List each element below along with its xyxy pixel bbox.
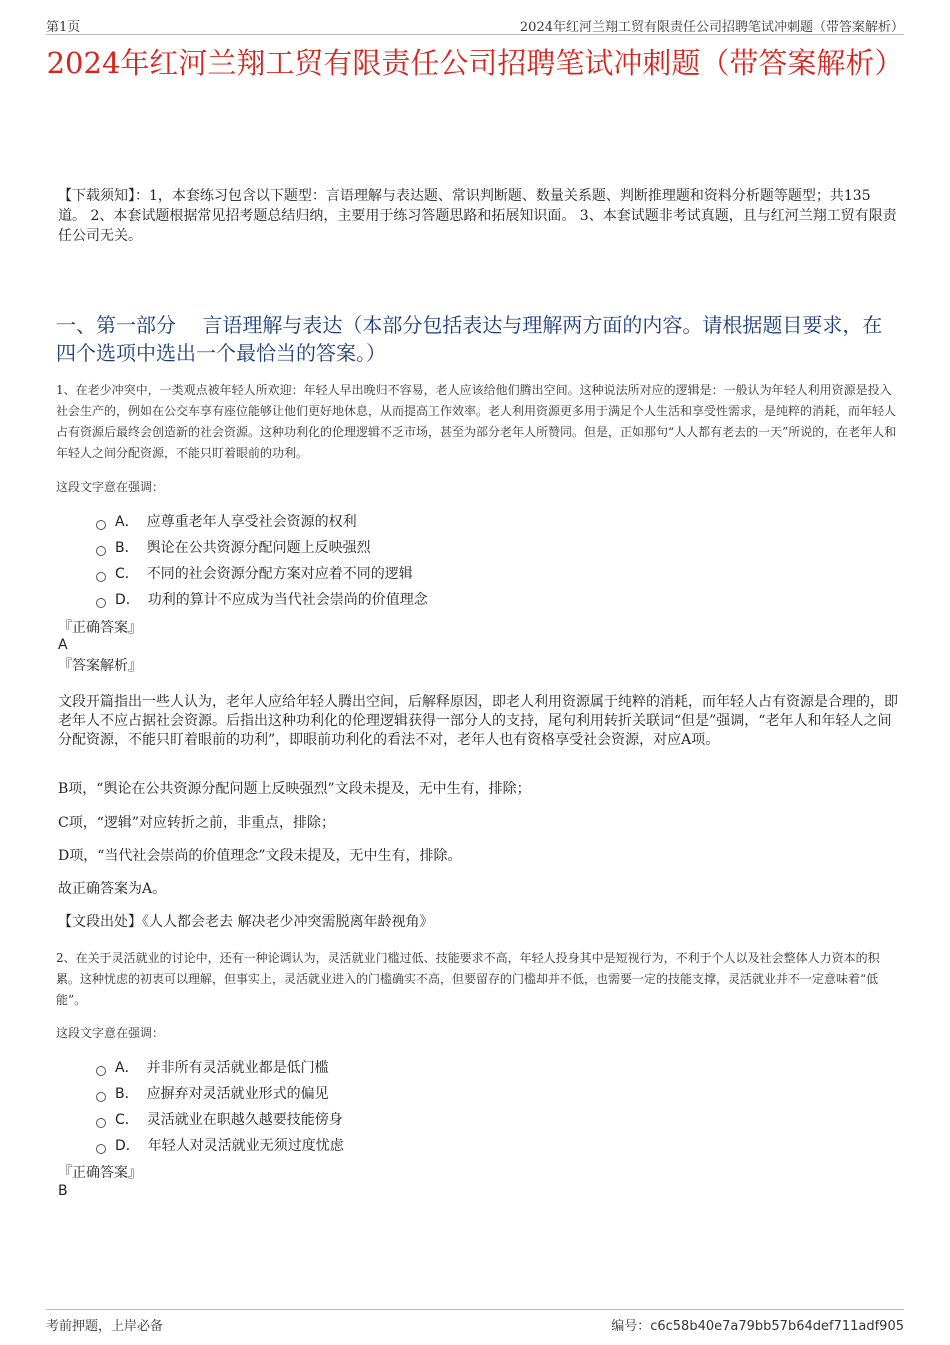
radio-icon[interactable] [96, 546, 106, 556]
code-value: c6c58b40e7a79bb57b64def711adf905 [650, 1319, 904, 1334]
radio-icon[interactable] [96, 1118, 106, 1128]
option-d[interactable] [96, 587, 428, 613]
analysis-option-b: B项，“舆论在公共资源分配问题上反映强烈”文段未提及，无中生有，排除； [58, 781, 531, 797]
page-footer [46, 1309, 904, 1334]
section-heading: 一、第一部分 言语理解与表达（本部分包括表达与理解两方面的内容。请根据题目要求，在四个选项中选出一个最恰当的答案。） [56, 313, 883, 365]
option-key: B． [115, 1086, 139, 1102]
option-key: D． [115, 1138, 140, 1154]
header-doc-title: 2024年红河兰翔工贸有限责任公司招聘笔试冲刺题（带答案解析） [519, 20, 904, 35]
option-key: C． [115, 1112, 139, 1128]
question-1-prompt: 这段文字意在强调： [56, 480, 165, 494]
analysis-label: 『答案解析』 [58, 658, 142, 674]
option-text: 年轻人对灵活就业无须过度忧虑 [147, 1138, 344, 1154]
download-notice: 【下载须知】：1，本套练习包含以下题型：言语理解与表达题、常识判断题、数量关系题、判断推理题和资料分析题等题型；共135道。 2、本套试题根据常见招考题总结归纳，主要用于练习答题思路和拓展知识面。 3、本套试题非考试真题，且与红河兰翔工贸有限责任公司无关。 [58, 188, 897, 244]
option-c[interactable] [96, 561, 428, 587]
page-number: 第1页 [46, 20, 81, 35]
option-text: 应尊重老年人享受社会资源的权利 [146, 514, 357, 530]
option-key: C． [115, 566, 139, 582]
option-a[interactable] [96, 509, 428, 535]
option-text: 不同的社会资源分配方案对应着不同的逻辑 [146, 566, 413, 582]
answer-label: 『正确答案』 [58, 1165, 142, 1181]
option-b[interactable] [96, 535, 428, 561]
answer-value: B [58, 1183, 68, 1199]
code-label: 编号： [611, 1319, 651, 1334]
option-key: B． [115, 540, 139, 556]
radio-icon[interactable] [96, 572, 106, 582]
option-text: 功利的算计不应成为当代社会崇尚的价值理念 [147, 592, 428, 608]
analysis-conclusion: 故正确答案为A。 [58, 881, 167, 897]
radio-icon[interactable] [96, 1066, 106, 1076]
document-title: 2024年红河兰翔工贸有限责任公司招聘笔试冲刺题（带答案解析） [46, 46, 904, 80]
option-key: D． [115, 592, 140, 608]
option-text: 应摒弃对灵活就业形式的偏见 [146, 1086, 329, 1102]
document-code [611, 1315, 904, 1334]
analysis-option-c: C项，“逻辑”对应转折之前，非重点，排除； [58, 815, 336, 831]
footer-slogan: 考前押题，上岸必备 [46, 1319, 164, 1334]
option-text: 灵活就业在职越久越要技能傍身 [146, 1112, 343, 1128]
question-2-prompt: 这段文字意在强调： [56, 1026, 165, 1040]
option-key: A． [115, 514, 139, 530]
question-1-options [96, 509, 428, 613]
option-text: 舆论在公共资源分配问题上反映强烈 [146, 540, 371, 556]
question-1-text: 1、在老少冲突中，一类观点被年轻人所欢迎：年轻人早出晚归不容易，老人应该给他们腾出空间。这种说法所对应的逻辑是：一般认为年轻人利用资源是投入社会生产的，例如在公交车享有座位能够让他们更好地休息，从而提高工作效率。老人利用资源更多用于满足个人生活和享受性需求，是纯粹的消耗，而年轻人占有资源后最终会创造新的社会资源。这种功利化的伦理逻辑不乏市场，甚至为部分老年人所赞同。但是，正如那句“人人都有老去的一天”所说的，在老年人和年轻人之间分配资源，不能只盯着眼前的功利。 [56, 383, 897, 460]
answer-value: A [58, 637, 68, 653]
analysis-paragraph: 文段开篇指出一些人认为，老年人应给年轻人腾出空间，后解释原因，即老人利用资源属于纯粹的消耗，而年轻人占有资源是合理的，即老年人不应占据社会资源。后指出这种功利化的伦理逻辑获得一部分人的支持，尾句利用转折关联词“但是”强调，“老年人和年轻人之间分配资源，不能只盯着眼前的功利”，即眼前功利化的看法不对，老年人也有资格享受社会资源，对应A项。 [58, 694, 898, 748]
option-a[interactable] [96, 1055, 344, 1081]
option-key: A． [115, 1060, 139, 1076]
option-d[interactable] [96, 1133, 344, 1159]
option-text: 并非所有灵活就业都是低门槛 [146, 1060, 329, 1076]
radio-icon[interactable] [96, 520, 106, 530]
answer-label: 『正确答案』 [58, 620, 142, 636]
option-b[interactable] [96, 1081, 344, 1107]
text-source: 【文段出处】《人人都会老去 解决老少冲突需脱离年龄视角》 [58, 914, 434, 930]
option-c[interactable] [96, 1107, 344, 1133]
page-header [46, 14, 904, 35]
radio-icon[interactable] [96, 598, 106, 608]
radio-icon[interactable] [96, 1144, 106, 1154]
radio-icon[interactable] [96, 1092, 106, 1102]
question-2-text: 2、在关于灵活就业的讨论中，还有一种论调认为，灵活就业门槛过低、技能要求不高，年轻人投身其中是短视行为，不利于个人以及社会整体人力资本的积累。这种忧虑的初衷可以理解，但事实上，灵活就业进入的门槛确实不高，但要留存的门槛却并不低，也需要一定的技能支撑，灵活就业并不一定意味着“低能”。 [56, 951, 880, 1007]
question-2-options [96, 1055, 344, 1159]
analysis-option-d: D项，“当代社会崇尚的价值理念”文段未提及，无中生有，排除。 [58, 848, 462, 864]
